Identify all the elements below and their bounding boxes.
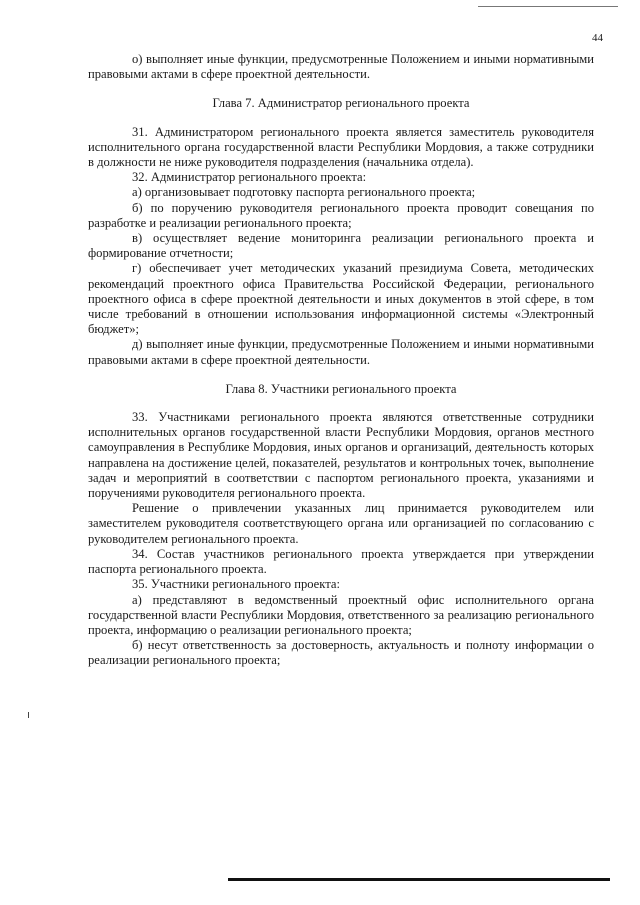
paragraph-32-a: а) организовывает подготовку паспорта регионального проекта;	[132, 185, 476, 200]
paragraph-33: 33. Участниками регионального проекта являются ответственные сотрудники исполнительных органов государственной власти Республики Мордовия, органов местного самоуправления в Республике Мордовия, иных органов и организаций, деятельность которых направлена на достижение целей, показателей, результатов и контрольных точек, выполнение задач и мероприятий в соответствии с паспортом регионального проекта, указаниями и поручениями руководителя регионального проекта.	[88, 410, 594, 501]
paragraph-31: 31. Администратором регионального проекта является заместитель руководителя исполнительного органа государственной власти Республики Мордовия, а также сотрудники в должности не ниже руководителя подразделения (начальника отдела).	[88, 124, 594, 170]
paragraph-35: 35. Участники регионального проекта:	[132, 577, 340, 592]
document-body	[88, 52, 594, 669]
page-number: 44	[592, 32, 603, 44]
paragraph-32-g: г) обеспечивает учет методических указаний президиума Совета, методических рекомендаций проектного офиса Правительства Российской Федерации, регионального проектного офиса в сфере проектной деятельности и иных документов в этой сфере, в том числе требований в отношении использования информационной системы «Электронный бюджет»;	[88, 261, 594, 337]
scan-edge-line-bottom	[228, 878, 610, 881]
paragraph-35-b: б) несут ответственность за достоверность, актуальность и полноту информации о реализации регионального проекта;	[88, 638, 594, 668]
scan-edge-line-top	[478, 6, 618, 7]
scan-margin-mark	[28, 712, 29, 718]
paragraph-32-b: б) по поручению руководителя регионального проекта проводит совещания по разработке и реализации регионального проекта;	[88, 200, 594, 230]
paragraph-33-decision: Решение о привлечении указанных лиц принимается руководителем или заместителем руководителя соответствующего органа или организацией по согласованию с руководителем регионального проекта.	[88, 501, 594, 546]
paragraph-32-d: д) выполняет иные функции, предусмотренные Положением и иными нормативными правовыми актами в сфере проектной деятельности.	[88, 337, 594, 367]
paragraph-32: 32. Администратор регионального проекта:	[132, 170, 367, 185]
chapter-8-heading: Глава 8. Участники регионального проекта	[225, 381, 457, 396]
paragraph-o: о) выполняет иные функции, предусмотренные Положением и иными нормативными правовыми актами в сфере проектной деятельности.	[88, 52, 594, 82]
paragraph-32-v: в) осуществляет ведение мониторинга реализации регионального проекта и формирование отчетности;	[88, 231, 594, 261]
paragraph-34: 34. Состав участников регионального проекта утверждается при утверждении паспорта регионального проекта.	[88, 546, 594, 577]
chapter-7-heading: Глава 7. Администратор регионального проекта	[212, 96, 470, 111]
paragraph-35-a: а) представляют в ведомственный проектный офис исполнительного органа государственной власти Республики Мордовия, ответственного за реализацию регионального проекта, информацию о реализации регионального проекта;	[88, 592, 594, 637]
